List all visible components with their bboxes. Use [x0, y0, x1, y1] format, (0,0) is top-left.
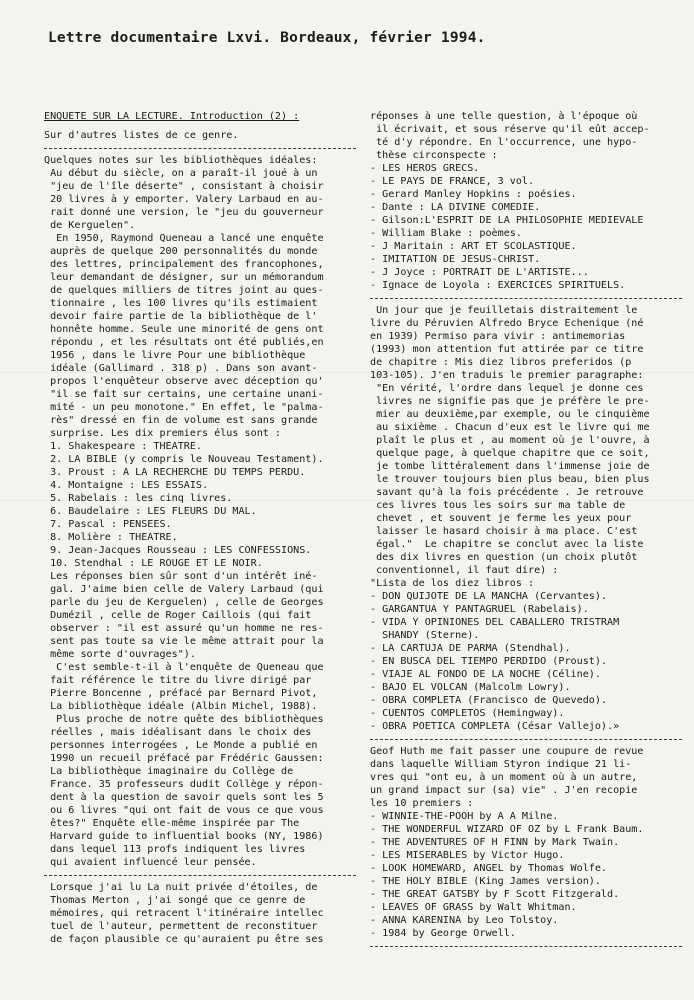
- text-line: té d'y répondre. En l'occurrence, une hypo-: [370, 137, 638, 148]
- text-line: 103-105). J'en traduis le premier paragraphe:: [370, 370, 644, 381]
- text-line: surprise. Les dix premiers élus sont :: [44, 428, 282, 439]
- text-line: au sixième . Chacun d'eux est le livre qui me: [370, 422, 650, 433]
- text-line: rès" dressé en fin de volume est sans grande: [44, 415, 318, 426]
- text-line: - ANNA KARENINA by Leo Tolstoy.: [370, 915, 559, 926]
- text-line: quelque page, à quelque chapitre que ce soit,: [370, 448, 650, 459]
- text-line: - THE ADVENTURES OF H FINN by Mark Twain.: [370, 837, 620, 848]
- text-line: rait donné une version, le "jeu du gouverneur: [44, 207, 324, 218]
- text-line: C'est semble-t-il à l'enquête de Queneau que: [44, 662, 324, 673]
- text-line: Dumézil , celle de Roger Caillois (qui fait: [44, 610, 312, 621]
- text-line: - BAJO EL VOLCAN (Malcolm Lowry).: [370, 682, 571, 693]
- text-line: mémoires, qui retracent l'itinéraire intellec: [44, 908, 324, 919]
- text-line: - Gilson:L'ESPRIT DE LA PHILOSOPHIE MEDIEVALE: [370, 215, 644, 226]
- text-line: ces livres tous les soirs sur ma table de: [370, 500, 626, 511]
- right-column: [370, 110, 682, 952]
- text-line: idéale (Gallimard . 318 p) . Dans son avant-: [44, 363, 318, 374]
- text-line: Pierre Boncenne , préfacé par Bernard Pivot,: [44, 688, 318, 699]
- text-line: En 1950, Raymond Queneau a lancé une enquête: [44, 233, 324, 244]
- article-subheading: Sur d'autres listes de ce genre.: [44, 130, 239, 141]
- text-line: 10. Stendhal : LE ROUGE ET LE NOIR.: [44, 558, 263, 569]
- text-line: parle du jeu de Kerguelen) , celle de Georges: [44, 597, 324, 608]
- text-line: - CUENTOS COMPLETOS (Hemingway).: [370, 708, 565, 719]
- separator: [370, 946, 682, 947]
- text-line: (1993) mon attention fut attirée par ce titre: [370, 344, 644, 355]
- text-line: - VIAJE AL FONDO DE LA NOCHE (Céline).: [370, 669, 601, 680]
- text-line: - THE GREAT GATSBY by F Scott Fitzgerald.: [370, 889, 620, 900]
- text-line: tuel de l'auteur, permettent de reconstituer: [44, 921, 318, 932]
- text-line: honnête homme. Seule une minorité de gens ont: [44, 324, 324, 335]
- text-line: propos l'enquêteur observe avec déception qu': [44, 376, 324, 387]
- text-line: des dix livres en question (un choix plutôt: [370, 552, 638, 563]
- text-line: même sorte d'ouvrages").: [44, 649, 196, 660]
- text-line: - J Joyce : PORTRAIT DE L'ARTISTE...: [370, 267, 589, 278]
- text-line: 1990 un recueil préfacé par Frédéric Gaussen:: [44, 753, 324, 764]
- separator: [44, 148, 356, 149]
- text-line: mier au deuxième,par exemple, ou le cinquième: [370, 409, 650, 420]
- text-line: - LE PAYS DE FRANCE, 3 vol.: [370, 176, 535, 187]
- text-line: - GARGANTUA Y PANTAGRUEL (Rabelais).: [370, 604, 589, 615]
- article-heading: ENQUETE SUR LA LECTURE. Introduction (2) :: [44, 111, 300, 122]
- article-title: [44, 110, 356, 142]
- text-line: - EN BUSCA DEL TIEMPO PERDIDO (Proust).: [370, 656, 608, 667]
- text-line: observer : "il est assuré qu'un homme ne res-: [44, 623, 324, 634]
- text-line: savant qu'à la fois précédente . Je retrouve: [370, 487, 644, 498]
- text-line: - Dante : LA DIVINE COMEDIE.: [370, 202, 541, 213]
- text-line: "Lista de los diez libros :: [370, 578, 535, 589]
- text-line: - LEAVES OF GRASS by Walt Whitman.: [370, 902, 577, 913]
- text-line: vres qui "ont eu, à un moment où à un autre,: [370, 772, 638, 783]
- text-line: livres ne signifie pas que je préfère le pre-: [370, 396, 650, 407]
- right-section-bryce-echenique: [370, 304, 682, 733]
- text-line: - THE WONDERFUL WIZARD OF OZ by L Frank Baum.: [370, 824, 644, 835]
- text-line: "En vérité, l'ordre dans lequel je donne ces: [370, 383, 644, 394]
- right-section-styron: [370, 745, 682, 940]
- text-line: personnes interrogées , Le Monde a publié en: [44, 740, 318, 751]
- text-line: il écrivait, et sous réserve qu'il eût accep-: [370, 124, 650, 135]
- text-line: - J Maritain : ART ET SCOLASTIQUE.: [370, 241, 577, 252]
- text-line: - IMITATION DE JESUS-CHRIST.: [370, 254, 541, 265]
- text-line: des lettres, principalement des francophones,: [44, 259, 324, 270]
- text-line: les 10 premiers :: [370, 798, 474, 809]
- text-line: Au début du siècle, on a paraît-il joué à un: [44, 168, 318, 179]
- text-line: livre du Péruvien Alfredo Bryce Echenique (né: [370, 318, 644, 329]
- text-line: dans lequel 113 profs indiquent les livres: [44, 844, 306, 855]
- text-line: mité - un peu monotone." En effet, le "palma-: [44, 402, 324, 413]
- text-line: fait référence le titre du livre dirigé par: [44, 675, 312, 686]
- text-line: ou 6 livres "qui ont fait de vous ce que vous: [44, 805, 324, 816]
- text-line: 6. Baudelaire : LES FLEURS DU MAL.: [44, 506, 257, 517]
- text-line: - LES MISERABLES by Victor Hugo.: [370, 850, 565, 861]
- text-line: Geof Huth me fait passer une coupure de revue: [370, 746, 644, 757]
- text-line: un grand impact sur (sa) vie" . J'en recopie: [370, 785, 638, 796]
- text-line: - 1984 by George Orwell.: [370, 928, 516, 939]
- text-line: Un jour que je feuilletais distraitement le: [370, 305, 638, 316]
- text-line: chevet , et souvent je ferme les yeux pour: [370, 513, 632, 524]
- left-column: [44, 110, 356, 946]
- text-line: auprès de quelque 200 personnalités du monde: [44, 246, 318, 257]
- text-line: de quelques milliers de titres joint au ques-: [44, 285, 324, 296]
- text-line: le trouver toujours bien plus beau, bien plus: [370, 474, 650, 485]
- text-line: - LOOK HOMEWARD, ANGEL by Thomas Wolfe.: [370, 863, 608, 874]
- text-line: qui avaient influencé leur pensée.: [44, 857, 257, 868]
- text-line: 7. Pascal : PENSEES.: [44, 519, 172, 530]
- text-line: de Kerguelen".: [44, 220, 136, 231]
- text-line: - OBRA COMPLETA (Francisco de Quevedo).: [370, 695, 608, 706]
- text-line: je tombe littéralement dans l'immense joie de: [370, 461, 650, 472]
- text-line: La bibliothèque idéale (Albin Michel, 1988).: [44, 701, 318, 712]
- text-line: répondu , et les résultats ont été publiés,en: [44, 337, 324, 348]
- text-line: réelles , mais idéalisant dans le choix des: [44, 727, 312, 738]
- text-line: laisser le hasard choisir à ma place. C'est: [370, 526, 638, 537]
- text-line: 2. LA BIBLE (y compris le Nouveau Testament).: [44, 454, 324, 465]
- text-line: Les réponses bien sûr sont d'un intérêt iné-: [44, 571, 318, 582]
- text-line: - THE HOLY BIBLE (King James version).: [370, 876, 601, 887]
- text-line: 1. Shakespeare : THEATRE.: [44, 441, 203, 452]
- text-line: Plus proche de notre quête des bibliothèques: [44, 714, 324, 725]
- text-line: dent à la question de savoir quels sont les 5: [44, 792, 324, 803]
- text-line: conventionnel, il faut dire) :: [370, 565, 559, 576]
- text-line: dans laquelle William Styron indique 21 li-: [370, 759, 632, 770]
- separator: [370, 298, 682, 299]
- text-line: - William Blake : poèmes.: [370, 228, 522, 239]
- text-line: France. 35 professeurs dudit Collège y répon-: [44, 779, 324, 790]
- text-line: 20 livres à y emporter. Valery Larbaud en au-: [44, 194, 324, 205]
- text-line: 4. Montaigne : LES ESSAIS.: [44, 480, 209, 491]
- separator: [44, 875, 356, 876]
- text-line: - OBRA POETICA COMPLETA (César Vallejo).»: [370, 721, 620, 732]
- text-line: - LA CARTUJA DE PARMA (Stendhal).: [370, 643, 571, 654]
- text-line: de chapitre : Mis diez libros preferidos (p: [370, 357, 632, 368]
- text-line: "jeu de l'île déserte" , consistant à choisir: [44, 181, 324, 192]
- text-line: Harvard guide to influential books (NY, 1986): [44, 831, 324, 842]
- text-line: - VIDA Y OPINIONES DEL CABALLERO TRISTRAM: [370, 617, 620, 628]
- text-line: gal. J'aime bien celle de Valery Larbaud (qui: [44, 584, 324, 595]
- text-line: - DON QUIJOTE DE LA MANCHA (Cervantes).: [370, 591, 608, 602]
- text-line: devoir faire partie de la bibliothèque de l': [44, 311, 318, 322]
- page-header: Lettre documentaire Lxvi. Bordeaux, février 1994.: [48, 30, 486, 46]
- text-line: Quelques notes sur les bibliothèques idéales:: [44, 155, 318, 166]
- text-line: leur demandant de désigner, sur un mémorandum: [44, 272, 324, 283]
- text-line: - Ignace de Loyola : EXERCICES SPIRITUELS.: [370, 280, 626, 291]
- text-line: - Gerard Manley Hopkins : poésies.: [370, 189, 577, 200]
- text-line: thèse circonspecte :: [370, 150, 498, 161]
- right-section-merton-list: [370, 110, 682, 292]
- text-line: plaît le plus et , au moment où je l'ouvre, à: [370, 435, 650, 446]
- text-line: 1956 , dans le livre Pour une bibliothèque: [44, 350, 306, 361]
- text-line: Thomas Merton , j'ai songé que ce genre de: [44, 895, 306, 906]
- text-line: - WINNIE-THE-POOH by A A Milne.: [370, 811, 559, 822]
- text-line: de façon plausible ce qu'auraient pu être ses: [44, 934, 324, 945]
- text-line: 8. Molière : THEATRE.: [44, 532, 178, 543]
- text-line: - LES HEROS GRECS.: [370, 163, 480, 174]
- left-section-merton: [44, 881, 356, 946]
- text-line: réponses à une telle question, à l'époque où: [370, 111, 638, 122]
- text-line: sent pas toute sa vie le même attrait pour la: [44, 636, 324, 647]
- text-line: "il se fait sur certains, une certaine unani-: [44, 389, 324, 400]
- text-line: êtes?" Enquête elle-même inspirée par The: [44, 818, 300, 829]
- text-line: Lorsque j'ai lu La nuit privée d'étoiles, de: [44, 882, 318, 893]
- text-line: égal." Le chapitre se conclut avec la liste: [370, 539, 644, 550]
- text-line: 3. Proust : A LA RECHERCHE DU TEMPS PERDU.: [44, 467, 306, 478]
- text-line: SHANDY (Sterne).: [370, 630, 480, 641]
- text-line: La bibliothèque imaginaire du Collège de: [44, 766, 294, 777]
- text-line: 9. Jean-Jacques Rousseau : LES CONFESSIONS.: [44, 545, 312, 556]
- text-line: tionnaire , les 100 livres qu'ils estimaient: [44, 298, 318, 309]
- text-line: en 1939) Permiso para vivir : antimemorias: [370, 331, 626, 342]
- separator: [370, 739, 682, 740]
- left-section-ideal-libraries: [44, 154, 356, 869]
- text-line: 5. Rabelais : les cinq livres.: [44, 493, 233, 504]
